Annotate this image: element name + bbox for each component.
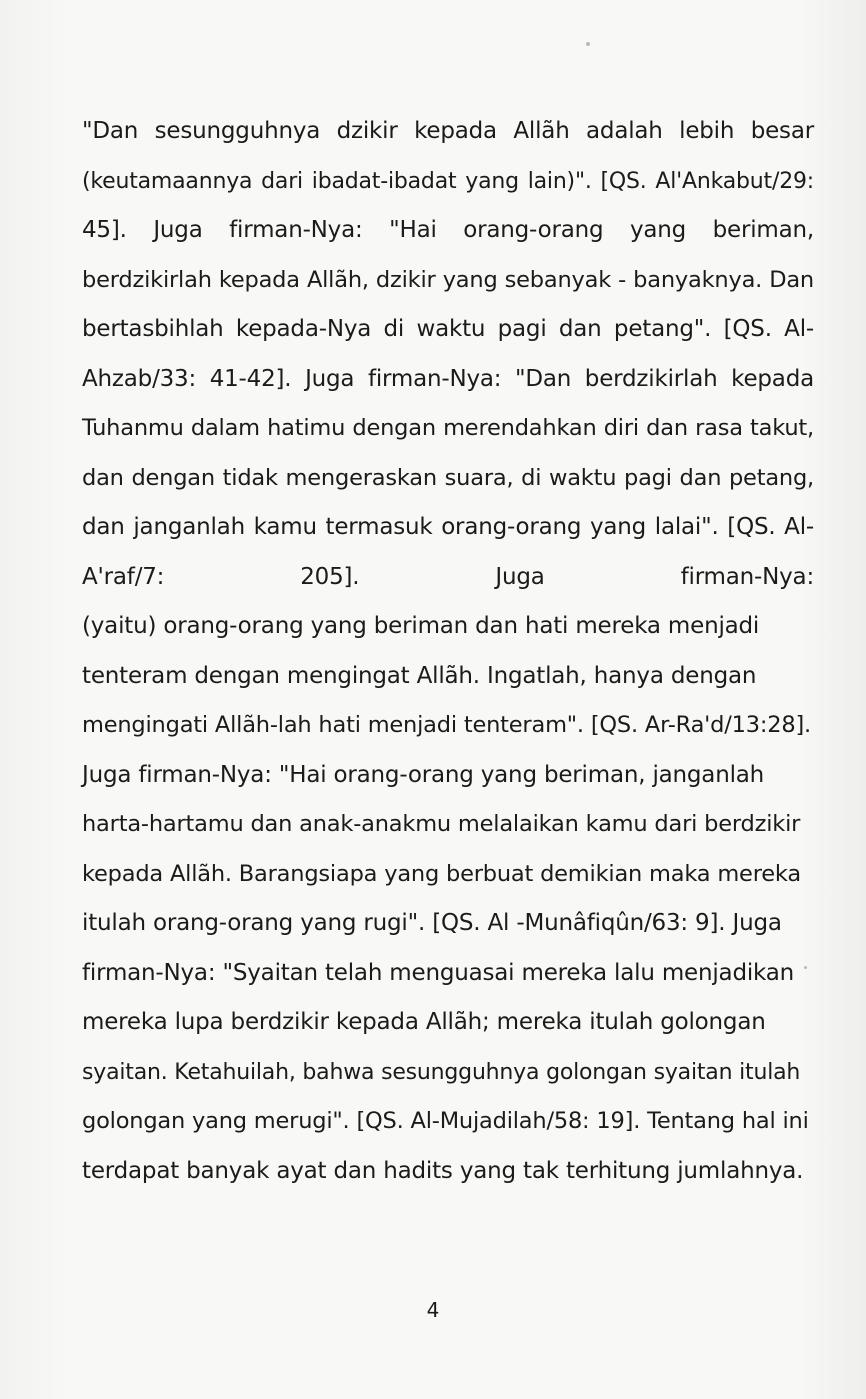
text-line: terdapat banyak ayat dan hadits yang tak terhitung jumlahnya. xyxy=(82,1157,804,1184)
body-paragraph-1 xyxy=(82,107,814,602)
body-paragraph-2 xyxy=(82,602,814,1196)
text-line: mereka lupa berdzikir kepada Allãh; mereka itulah golongan xyxy=(82,1009,766,1035)
text-line: 45]. Juga firman-Nya: "Hai orang-orang yang beriman, xyxy=(82,217,814,243)
text-line: (keutamaannya dari ibadat-ibadat yang lain)". [QS. Al'Ankabut/29: xyxy=(82,168,814,194)
text-line: dan dengan tidak mengeraskan suara, di waktu pagi dan petang, xyxy=(82,464,814,491)
text-line: mengingati Allãh-lah hati menjadi tenteram". [QS. Ar-Ra'd/13:28]. xyxy=(82,712,811,738)
text-line: dan janganlah kamu termasuk orang-orang yang lalai". [QS. Al- xyxy=(82,514,814,540)
text-line: tenteram dengan mengingat Allãh. Ingatlah, hanya dengan xyxy=(82,662,757,689)
text-line: Juga firman-Nya: "Hai orang-orang yang beriman, janganlah xyxy=(82,761,765,788)
text-line: kepada Allãh. Barangsiapa yang berbuat demikian maka mereka xyxy=(82,860,801,887)
scan-speck xyxy=(586,42,590,46)
text-line: golongan yang merugi". [QS. Al-Mujadilah/58: 19]. Tentang hal ini xyxy=(82,1108,809,1134)
text-line: harta-hartamu dan anak-anakmu melalaikan kamu dari berdzikir xyxy=(82,811,801,837)
text-line: firman-Nya: "Syaitan telah menguasai mereka lalu menjadikan xyxy=(82,959,795,986)
page-number: 4 xyxy=(426,1298,440,1322)
text-line: "Dan sesungguhnya dzikir kepada Allãh adalah lebih besar xyxy=(82,118,814,144)
text-line: Ahzab/33: 41-42]. Juga firman-Nya: "Dan berdzikirlah kepada xyxy=(82,365,814,392)
text-line: (yaitu) orang-orang yang beriman dan hati mereka menjadi xyxy=(82,613,760,639)
text-line-last: A'raf/7: 205]. Juga firman-Nya: xyxy=(82,563,814,590)
text-line: berdzikirlah kepada Allãh, dzikir yang sebanyak - banyaknya. Dan xyxy=(82,266,814,293)
text-line: bertasbihlah kepada-Nya di waktu pagi dan petang". [QS. Al- xyxy=(82,316,814,342)
text-line: Tuhanmu dalam hatimu dengan merendahkan diri dan rasa takut, xyxy=(82,415,814,441)
text-line: itulah orang-orang yang rugi". [QS. Al -Munâfiqûn/63: 9]. Juga xyxy=(82,910,782,936)
text-line: syaitan. Ketahuilah, bahwa sesungguhnya golongan syaitan itulah xyxy=(82,1059,801,1085)
